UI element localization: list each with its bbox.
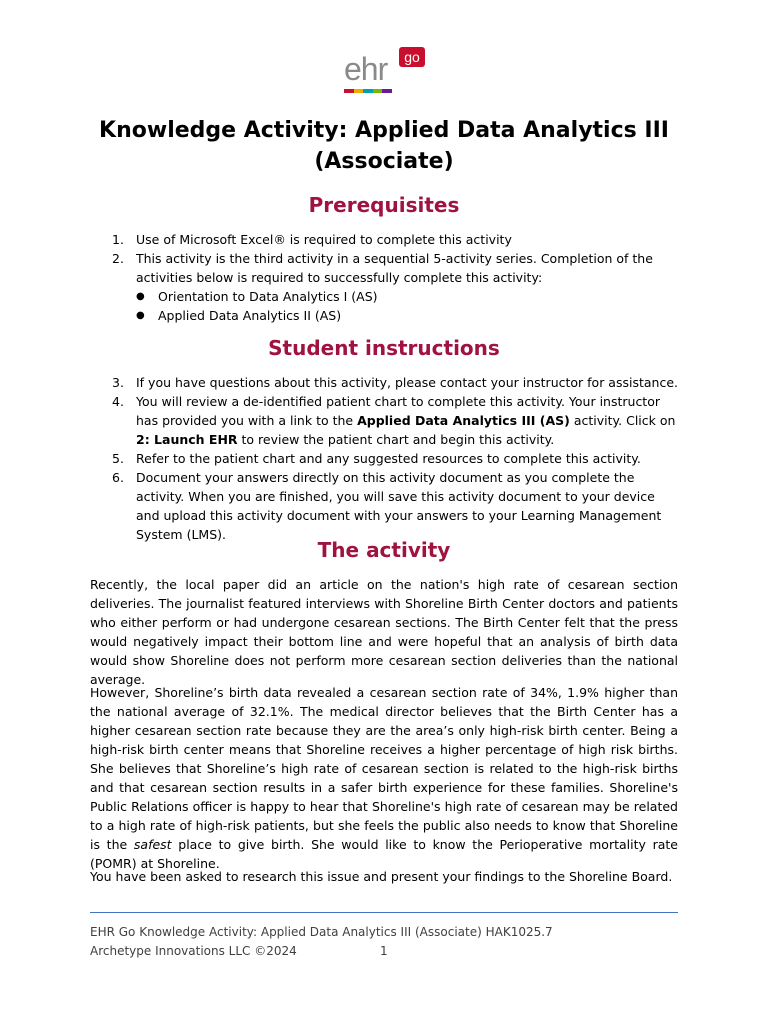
- list-item: [90, 392, 680, 449]
- sub-list-text: Applied Data Analytics II (AS): [158, 308, 342, 323]
- list-text: Use of Microsoft Excel® is required to complete this activity: [136, 232, 512, 247]
- list-number: 4.: [112, 394, 124, 409]
- list-text: Refer to the patient chart and any suggested resources to complete this activity.: [136, 451, 641, 466]
- page-title: Knowledge Activity: Applied Data Analytics III (Associate): [99, 118, 669, 174]
- list-text: If you have questions about this activity, please contact your instructor for assistance.: [136, 375, 678, 390]
- sub-list-item: [90, 306, 680, 325]
- logo-bar-segment: [354, 89, 364, 93]
- page-number: 1: [380, 944, 388, 958]
- footer-document-title: EHR Go Knowledge Activity: Applied Data Analytics III (Associate) HAK1025.7: [90, 925, 553, 939]
- list-text: to review the patient chart and begin this activity.: [237, 432, 555, 447]
- instructions-heading: Student instructions: [268, 336, 500, 360]
- launch-ehr-label: 2: Launch EHR: [136, 432, 238, 447]
- activity-paragraph-3: You have been asked to research this issue and present your findings to the Shoreline Board.: [90, 869, 673, 884]
- bullet-icon: ●: [136, 310, 145, 321]
- list-item: [90, 449, 680, 468]
- activity-name: Applied Data Analytics III (AS): [357, 413, 570, 428]
- bullet-icon: ●: [136, 291, 145, 302]
- logo-color-bar: [344, 89, 392, 93]
- prerequisite-activities-list: [90, 287, 680, 325]
- ehrgo-logo: [344, 47, 426, 95]
- list-text: activity. Click on: [569, 413, 676, 428]
- list-number: 1.: [112, 232, 124, 247]
- logo-badge: go: [399, 47, 425, 67]
- activity-heading: The activity: [317, 538, 451, 562]
- logo-bar-segment: [344, 89, 354, 93]
- footer-divider: [90, 912, 678, 913]
- list-number: 6.: [112, 470, 124, 485]
- footer-copyright: Archetype Innovations LLC ©2024: [90, 944, 297, 958]
- list-item: [90, 468, 680, 544]
- activity-paragraph-2: [90, 683, 678, 873]
- list-text: This activity is the third activity in a sequential 5-activity series. Completion of the activities below is required to successfully complete this activity:: [136, 251, 653, 285]
- sub-list-text: Orientation to Data Analytics I (AS): [158, 289, 378, 304]
- sub-list-container: [90, 287, 680, 325]
- paragraph-text: However, Shoreline’s birth data revealed a cesarean section rate of 34%, 1.9% higher than the national average of 32.1%. The medical director believes that the Birth Center has a higher cesarean section rate because they are the area’s only high-risk birth center. Being a high-risk birth center means that Shoreline receives a higher percentage of high risk births. She believes that Shoreline’s high rate of cesarean section is related to the high-risk births and that cesarean section results in a safer birth experience for these families. Shoreline's Public Relations officer is happy to hear that Shoreline's high rate of cesarean may be related to a high rate of high-risk patients, but she feels the public also needs to know that Shoreline is the: [90, 685, 678, 852]
- list-text: Document your answers directly on this activity document as you complete the activity. When you are finished, you will save this activity document to your device and upload this activity document with your answers to your Learning Management System (LMS).: [136, 470, 662, 542]
- list-number: 5.: [112, 451, 124, 466]
- activity-paragraph-1: Recently, the local paper did an article on the nation's high rate of cesarean section deliveries. The journalist featured interviews with Shoreline Birth Center doctors and patients who either perform or had undergone cesarean sections. The Birth Center felt that the press would negatively impact their bottom line and were hopeful that an analysis of birth data would show Shoreline does not perform more cesarean section deliveries than the national average.: [90, 577, 678, 687]
- list-item: [90, 373, 680, 392]
- logo-bar-segment: [363, 89, 373, 93]
- list-number: 2.: [112, 251, 124, 266]
- instructions-list: [90, 373, 680, 544]
- paragraph-text: place to give birth. She would like to know the Perioperative mortality rate (POMR) at Shoreline.: [90, 837, 678, 871]
- list-text: You will review a de-identified patient chart to complete this activity. Your instructor has provided you with a link to the: [136, 394, 660, 428]
- sub-list-item: [90, 287, 680, 306]
- logo-text: ehr: [344, 51, 388, 87]
- emphasis-text: safest: [133, 837, 172, 852]
- list-item: [90, 230, 680, 249]
- list-item: [90, 249, 680, 287]
- list-number: 3.: [112, 375, 124, 390]
- logo-bar-segment: [373, 89, 383, 93]
- prerequisites-list: [90, 230, 680, 325]
- logo-bar-segment: [382, 89, 392, 93]
- prerequisites-heading: Prerequisites: [308, 193, 460, 217]
